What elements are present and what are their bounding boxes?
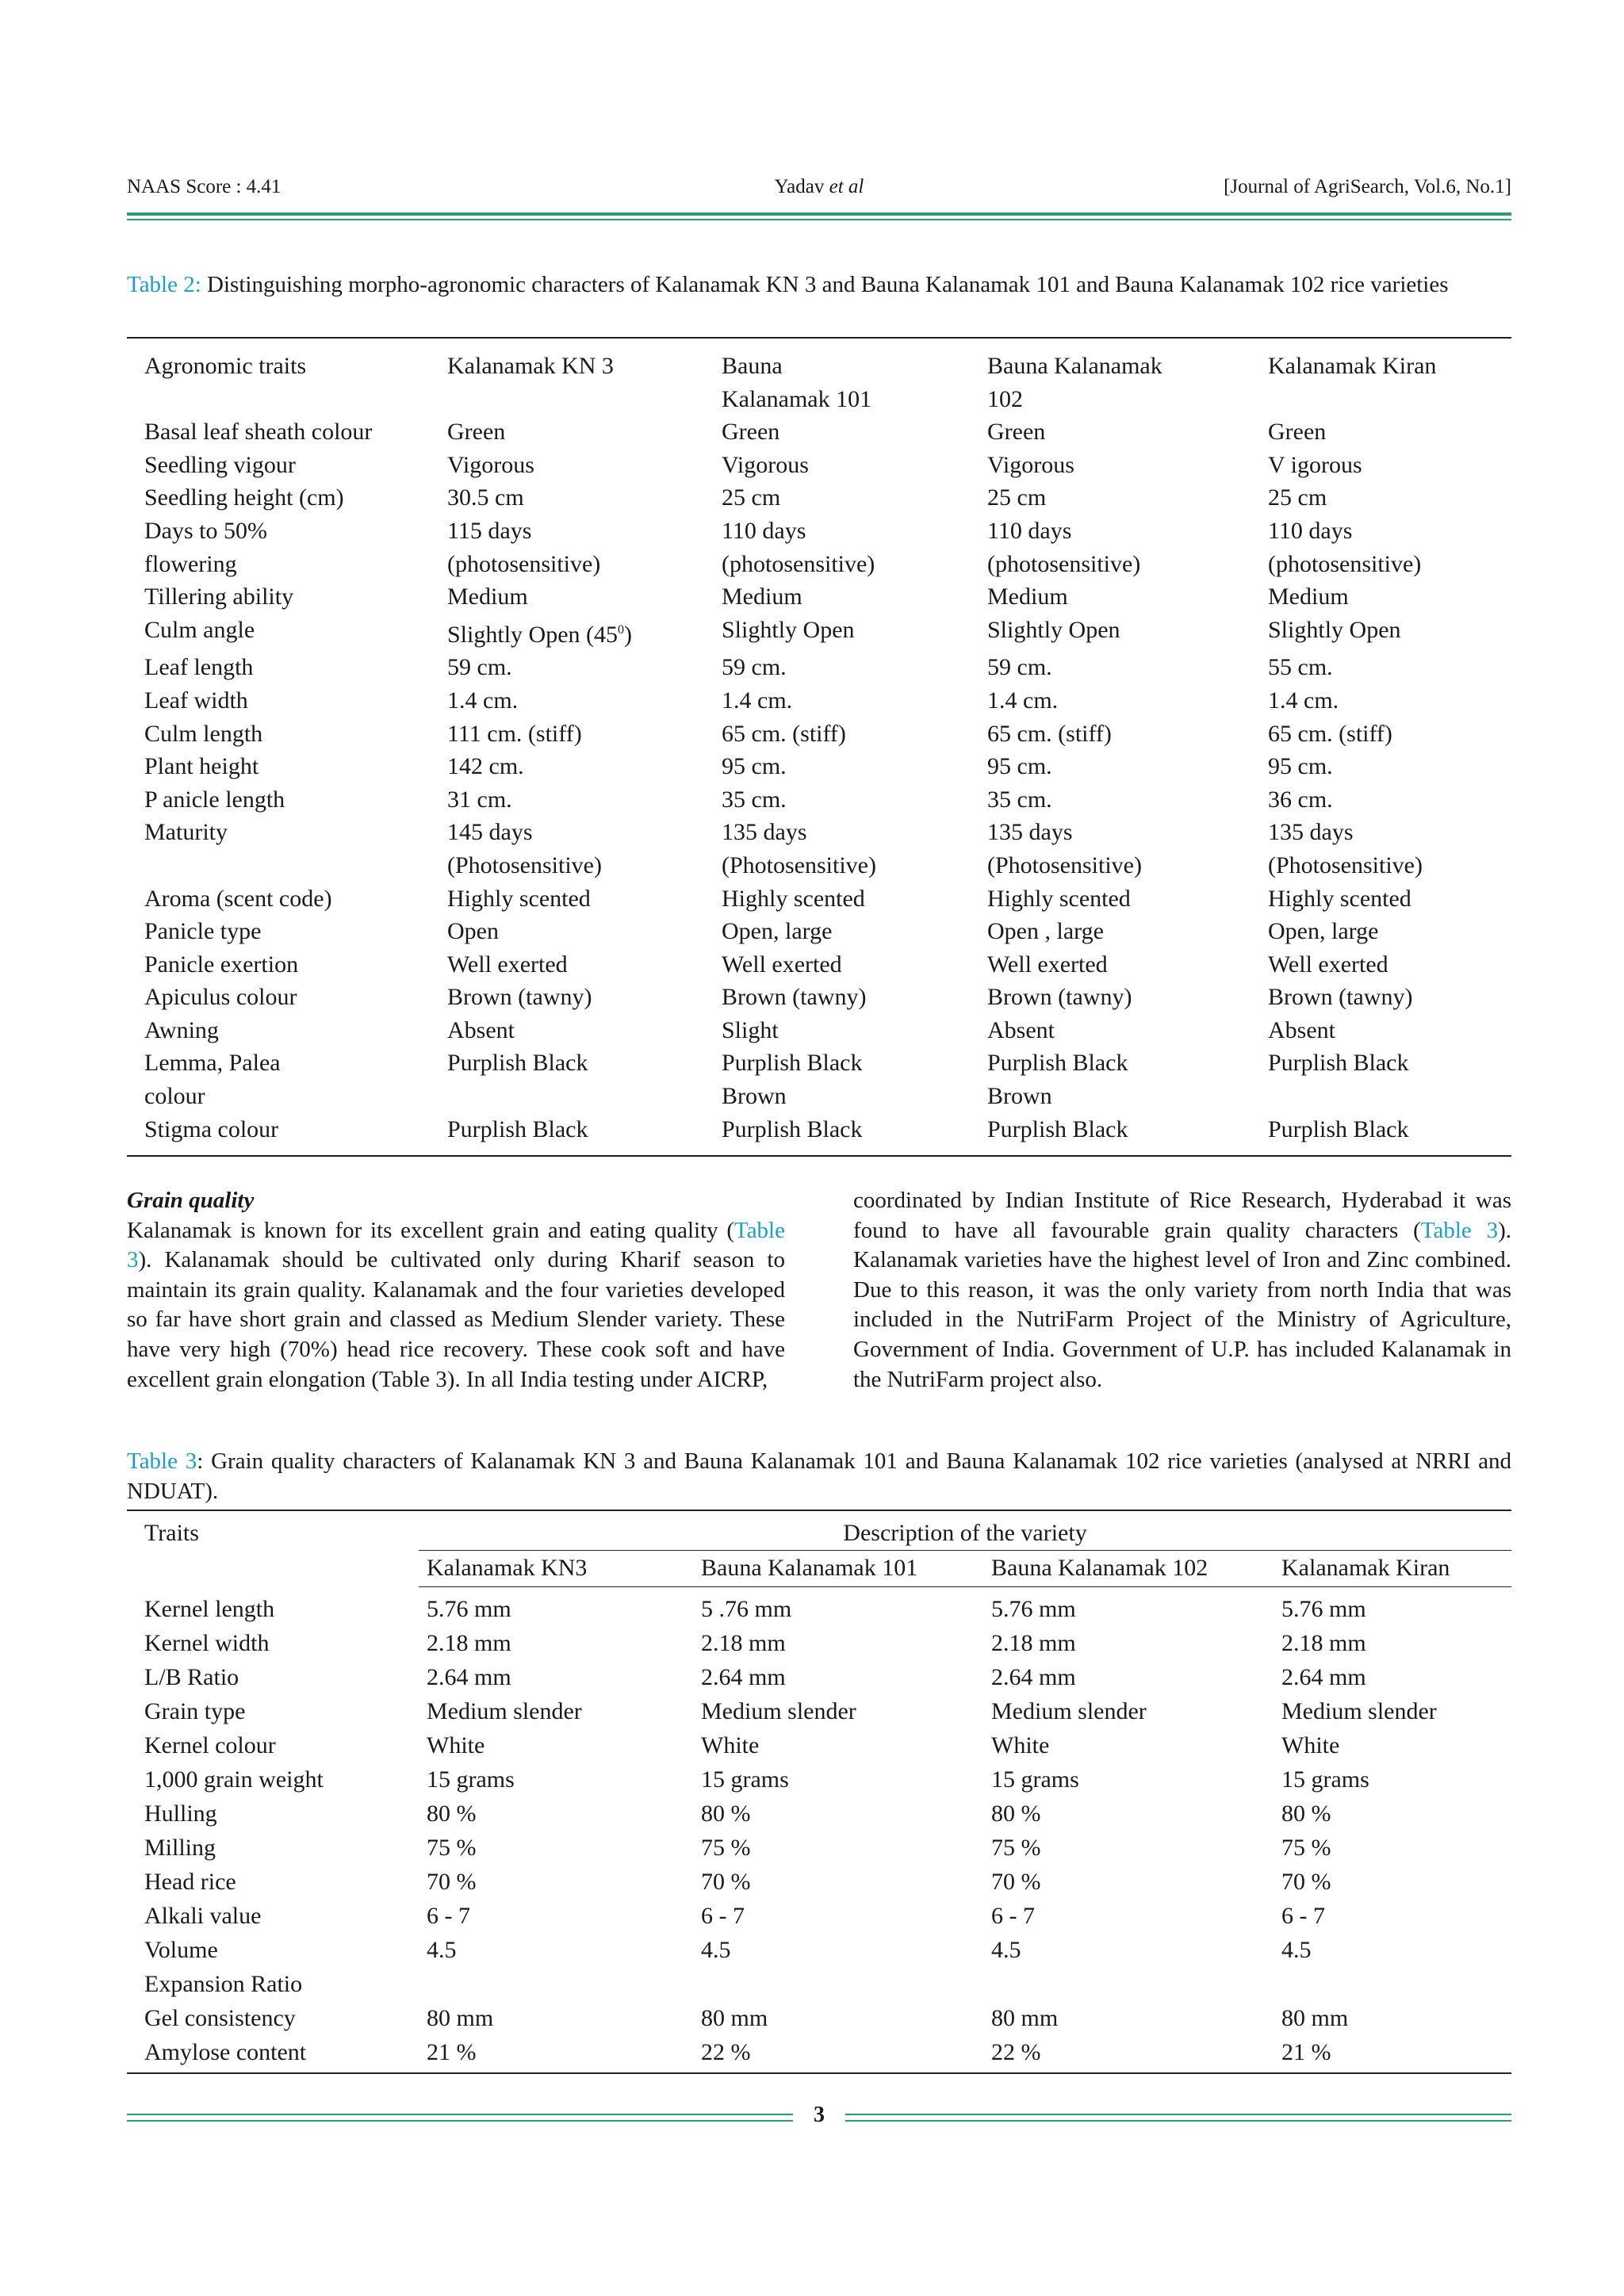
table2-cell-2: Purplish Black (722, 1115, 863, 1142)
table2-cell-0: Seedling height (cm) (144, 484, 344, 511)
table3-cell-3: 5.76 mm (991, 1596, 1076, 1622)
table3-cell-4: 6 - 7 (1281, 1903, 1325, 1929)
table2-cell-3: Vigorous (987, 451, 1074, 478)
table2-cell-1: 1.4 cm. (447, 687, 519, 714)
table2-cell-3: 65 cm. (stiff) (987, 720, 1112, 747)
table2-cell-4: 95 cm. (1268, 753, 1333, 780)
table3-cell-2: Medium slender (701, 1698, 856, 1724)
table2-cell-2: 1.4 cm. (722, 687, 793, 714)
table3-cell-1: 80 mm (427, 2005, 494, 2031)
table-row (127, 651, 1511, 684)
table2-cell-0: Plant height (144, 753, 259, 780)
table2-cell-4: 36 cm. (1268, 786, 1333, 813)
table3-cell-1: 2.18 mm (427, 1630, 511, 1656)
table2-cell-2: Slight (722, 1016, 779, 1043)
table3-cell-0: Head rice (144, 1869, 236, 1895)
table2-cell-1: 30.5 cm (447, 484, 524, 511)
table2-cell-4: Absent (1268, 1016, 1335, 1043)
table-row (127, 1587, 1511, 1627)
table3-header-row (127, 1510, 1511, 1551)
table2-cell-4: 1.4 cm. (1268, 687, 1339, 714)
table2-cell-3: Absent (987, 1016, 1055, 1043)
table3-cell-4: 5.76 mm (1281, 1596, 1366, 1622)
table3-cell-4: 70 % (1281, 1869, 1331, 1895)
table3-cell-3: White (991, 1732, 1050, 1758)
table3-cell-4: 75 % (1281, 1835, 1331, 1861)
table3-cell-1: 21 % (427, 2039, 477, 2065)
table-row (127, 915, 1511, 948)
table2-header-1: Kalanamak KN 3 (447, 353, 614, 379)
table2-cell-4: 135 days (Photosensitive) (1268, 819, 1423, 878)
table3-link[interactable]: Table 3 (127, 1217, 785, 1273)
table2-cell-2: Green (722, 419, 780, 446)
table2-cell-4: V igorous (1268, 451, 1362, 478)
table3-cell-0: Gel consistency (144, 2005, 296, 2031)
table3-cell-3: 70 % (991, 1869, 1041, 1895)
table2-cell-0: Stigma colour (144, 1115, 279, 1142)
table2-cell-3: Slightly Open (987, 616, 1120, 643)
table-row (127, 816, 1511, 882)
table3-header-3: Kalanamak Kiran (1280, 1551, 1511, 1587)
table3-header-0: Kalanamak KN3 (419, 1551, 693, 1587)
table2-cell-2: Vigorous (722, 451, 809, 478)
table3-cell-0: L/B Ratio (144, 1664, 239, 1690)
table-row (127, 1660, 1511, 1694)
page-footer (127, 2103, 1511, 2134)
table2-cell-2: Highly scented (722, 885, 865, 912)
closing-paren: ) (624, 621, 632, 648)
table3-cell-1: 6 - 7 (427, 1903, 470, 1929)
table3-cell-2: 70 % (701, 1869, 751, 1895)
table2-cell-1: Well exerted (447, 951, 568, 978)
table-row (127, 1694, 1511, 1728)
table3-cell-3: 80 % (991, 1800, 1041, 1827)
table3-cell-0: Volume Expansion Ratio (144, 1937, 303, 1997)
table3-cell-4: Medium slender (1281, 1698, 1437, 1724)
table-row (127, 882, 1511, 916)
table2-cell-0: Seedling vigour (144, 451, 296, 478)
table3-link[interactable]: Table 3 (1420, 1217, 1499, 1243)
table3-cell-2: White (701, 1732, 760, 1758)
table3-cell-0: 1,000 grain weight (144, 1766, 324, 1793)
table-row (127, 1626, 1511, 1660)
table2-cell-1: Highly scented (447, 885, 591, 912)
table2-cell-3: Well exerted (987, 951, 1108, 978)
table-row (127, 1831, 1511, 1865)
table-row (127, 1014, 1511, 1047)
table3-cell-1: 15 grams (427, 1766, 515, 1793)
table2-cell-0: Leaf length (144, 654, 254, 681)
table2-cell-4: 65 cm. (stiff) (1268, 720, 1392, 747)
table2-cell-0: Awning (144, 1016, 219, 1043)
table-row (127, 515, 1511, 580)
table3-label: Table 3 (127, 1448, 197, 1474)
table2-cell-2: 110 days (photosensitive) (722, 517, 875, 577)
table2-cell-0: Culm length (144, 720, 263, 747)
table2-caption: Table 2: Distinguishing morpho-agronomic characters of Kalanamak KN 3 and Bauna Kalanamak 101 and Bauna Kalanamak 102 rice varieties (127, 272, 1449, 297)
table2-cell-0: Days to 50% flowering (144, 517, 267, 577)
table3-caption: Table 3: Grain quality characters of Kalanamak KN 3 and Bauna Kalanamak 101 and Bauna Kalanamak 102 rice varieties (analysed at NRRI and NDUAT). (127, 1448, 1511, 1504)
table2-cell-0: Maturity (144, 819, 228, 846)
table3-cell-2: 6 - 7 (701, 1903, 745, 1929)
table2-cell-4: Well exerted (1268, 951, 1388, 978)
table2-cell-0: Leaf width (144, 687, 248, 714)
table3-cell-2: 15 grams (701, 1766, 789, 1793)
table3-cell-0: Kernel length (144, 1595, 275, 1622)
table2-cell-4: 110 days (photosensitive) (1268, 517, 1422, 577)
table2-cell-1: Green (447, 419, 506, 446)
table2-cell-4: Medium (1268, 584, 1349, 610)
header-rule-thin (127, 219, 1511, 220)
table3-cell-2: 80 mm (701, 2005, 768, 2031)
table2-cell-1: Brown (tawny) (447, 984, 592, 1011)
table2-cell-0: Panicle type (144, 918, 262, 945)
table2-cell-0: Basal leaf sheath colour (144, 419, 373, 446)
table-row (127, 948, 1511, 982)
table2-cell-2: Open, large (722, 918, 833, 945)
table2-cell-2: Medium (722, 584, 802, 610)
table-row (127, 684, 1511, 718)
table2-cell-2: 65 cm. (stiff) (722, 720, 846, 747)
table2-cell-2: 25 cm (722, 484, 781, 511)
table3-cell-3: 80 mm (991, 2005, 1059, 2031)
table2-cell-0: Apiculus colour (144, 984, 297, 1011)
table-row (127, 415, 1511, 449)
table2-cell-4: Slightly Open (1268, 616, 1401, 643)
table2-cell-3: Medium (987, 584, 1068, 610)
table3-cell-0: Amylose content (144, 2039, 307, 2065)
table2-cell-1: Absent (447, 1016, 515, 1043)
table-row (127, 1865, 1511, 1899)
table2-cell-1: 111 cm. (stiff) (447, 720, 582, 747)
table-row (127, 1047, 1511, 1112)
table2-cell-1: Vigorous (447, 451, 534, 478)
table-row (127, 481, 1511, 515)
table2-header-row (127, 338, 1511, 415)
table2-cell-1: Slightly Open $(45^0)$ (447, 621, 632, 648)
table3-cell-1: White (427, 1732, 485, 1758)
table3-cell-0: Hulling (144, 1800, 217, 1827)
table-row (127, 1933, 1511, 2001)
table-row (127, 614, 1511, 652)
traits-header: Traits (127, 1510, 419, 1587)
table3-cell-0: Milling (144, 1835, 216, 1861)
table2-cell-1: 59 cm. (447, 654, 512, 681)
table2-cell-2: Brown (tawny) (722, 984, 867, 1011)
table2-header-3: Bauna Kalanamak 102 (987, 353, 1162, 412)
table-row (127, 981, 1511, 1014)
table3-cell-0: Grain type (144, 1698, 246, 1724)
table3-cell-2: 80 % (701, 1800, 751, 1827)
table2-cell-0: Aroma (scent code) (144, 885, 332, 912)
table3-cell-1: 4.5 (427, 1937, 457, 1963)
table-row (127, 1728, 1511, 1762)
table3-cell-3: Medium slender (991, 1698, 1147, 1724)
paragraph: coordinated by Indian Institute of Rice Research, Hyderabad it was found to have all favourable grain quality characters (Table 3). Kalanamak varieties have the highest level of Iron and Zinc combined. Due to this reason, it was the only variety from north India that was included in the NutriFarm Project of the Ministry of Agriculture, Government of India. Government of U.P. has included Kalanamak in the NutriFarm project also. (853, 1188, 1511, 1392)
table2-cell-3: 1.4 cm. (987, 687, 1059, 714)
page-number: 3 (814, 2103, 825, 2127)
table2 (127, 337, 1511, 1157)
table3-cell-2: 75 % (701, 1835, 751, 1861)
table3-cell-1: 70 % (427, 1869, 477, 1895)
table2-cell-2: 35 cm. (722, 786, 787, 813)
table3 (127, 1510, 1511, 2074)
table2-cell-2: Purplish Black Brown (722, 1050, 863, 1110)
table-row (127, 2035, 1511, 2073)
table3-header-1: Bauna Kalanamak 101 (693, 1551, 983, 1587)
table-row (127, 1113, 1511, 1157)
table3-cell-3: 75 % (991, 1835, 1041, 1861)
table3-cell-0: Alkali value (144, 1903, 262, 1929)
table2-cell-3: 35 cm. (987, 786, 1052, 813)
table3-cell-1: 75 % (427, 1835, 477, 1861)
table3-cell-1: Medium slender (427, 1698, 582, 1724)
table3-cell-4: 15 grams (1281, 1766, 1369, 1793)
degree-sup: 0 (618, 622, 624, 637)
table3-cell-3: 2.18 mm (991, 1630, 1076, 1656)
grain-quality-left-column (127, 1186, 785, 1395)
table2-cell-3: Open , large (987, 918, 1104, 945)
table2-cell-0: Tillering ability (144, 584, 294, 610)
table3-cell-1: 5.76 mm (427, 1596, 511, 1622)
table3-cell-4: 4.5 (1281, 1937, 1312, 1963)
table2-cell-1: 115 days (photosensitive) (447, 517, 601, 577)
table3-cell-1: 2.64 mm (427, 1664, 511, 1690)
table2-cell-3: Highly scented (987, 885, 1131, 912)
header-rule (127, 212, 1511, 216)
table-row (127, 1762, 1511, 1797)
table-row (127, 1899, 1511, 1933)
table2-cell-0: Lemma, Palea colour (144, 1050, 281, 1110)
table3-cell-4: 2.18 mm (1281, 1630, 1366, 1656)
table-row (127, 580, 1511, 614)
table2-cell-3: 95 cm. (987, 753, 1052, 780)
table2-cell-4: Highly scented (1268, 885, 1411, 912)
table2-cell-3: 110 days (photosensitive) (987, 517, 1141, 577)
table2-cell-2: Well exerted (722, 951, 842, 978)
table3-header-2: Bauna Kalanamak 102 (983, 1551, 1280, 1587)
table3-cell-1: 80 % (427, 1800, 477, 1827)
table3-cell-0: Kernel colour (144, 1732, 276, 1758)
paragraph: Kalanamak is known for its excellent grain and eating quality (Table 3). Kalanamak should be cultivated only during Kharif season to maintain its grain quality. Kalanamak and the four varieties developed so far have short grain and classed as Medium Slender variety. These have very high (70%) head rice recovery. These cook soft and have excellent grain elongation (Table 3). In all India testing under AICRP, (127, 1217, 785, 1392)
table2-header-0: Agronomic traits (144, 353, 307, 379)
table-row (127, 783, 1511, 817)
table2-cell-0: P anicle length (144, 786, 285, 813)
table-row (127, 2001, 1511, 2035)
table2-cell-3: Brown (tawny) (987, 984, 1132, 1011)
table3-cell-3: 22 % (991, 2039, 1041, 2065)
table3-cell-2: 22 % (701, 2039, 751, 2065)
table3-cell-3: 6 - 7 (991, 1903, 1035, 1929)
table2-cell-4: Green (1268, 419, 1327, 446)
table2-cell-2: Slightly Open (722, 616, 855, 643)
table3-cell-3: 15 grams (991, 1766, 1079, 1793)
table2-cell-1: Medium (447, 584, 528, 610)
table2-cell-3: 59 cm. (987, 654, 1052, 681)
journal-citation: [Journal of AgriSearch, Vol.6, No.1] (1224, 176, 1511, 197)
table2-cell-0: Panicle exertion (144, 951, 299, 978)
group-header: Description of the variety (419, 1510, 1511, 1551)
table2-cell-4: Brown (tawny) (1268, 984, 1413, 1011)
table3-cell-3: 4.5 (991, 1937, 1021, 1963)
table3-cell-2: 2.18 mm (701, 1630, 786, 1656)
table-row (127, 718, 1511, 751)
author-line: Yadav et al (774, 176, 864, 197)
table2-cell-3: Purplish Black Brown (987, 1050, 1128, 1110)
table2-cell-2: 59 cm. (722, 654, 787, 681)
table3-cell-4: White (1281, 1732, 1340, 1758)
table2-cell-1: Purplish Black (447, 1115, 588, 1142)
table3-cell-4: 80 % (1281, 1800, 1331, 1827)
table2-label: Table 2: (127, 272, 201, 297)
table2-cell-1: 142 cm. (447, 753, 524, 780)
table2-cell-4: Open, large (1268, 918, 1379, 945)
running-header (127, 176, 1511, 208)
table2-cell-1: 145 days (Photosensitive) (447, 819, 602, 878)
table3-cell-3: 2.64 mm (991, 1664, 1076, 1690)
table2-cell-1: Purplish Black (447, 1050, 588, 1077)
section-heading: Grain quality (127, 1188, 255, 1213)
table2-cell-4: Purplish Black (1268, 1050, 1409, 1077)
table2-cell-2: 135 days (Photosensitive) (722, 819, 876, 878)
table2-cell-2: 95 cm. (722, 753, 787, 780)
table-row (127, 449, 1511, 482)
table2-header-4: Kalanamak Kiran (1268, 353, 1437, 379)
naas-score: NAAS Score : 4.41 (127, 176, 282, 197)
table3-cell-2: 5 .76 mm (701, 1596, 792, 1622)
table3-cell-4: 21 % (1281, 2039, 1331, 2065)
table2-cell-3: Green (987, 419, 1046, 446)
table3-cell-2: 2.64 mm (701, 1664, 786, 1690)
table2-header-2: Bauna Kalanamak 101 (722, 353, 872, 412)
table2-cell-1: 31 cm. (447, 786, 512, 813)
grain-quality-right-column (853, 1186, 1511, 1395)
table2-cell-4: 55 cm. (1268, 654, 1333, 681)
table-row (127, 750, 1511, 783)
table3-cell-2: 4.5 (701, 1937, 731, 1963)
table2-cell-3: Purplish Black (987, 1115, 1128, 1142)
table2-cell-1: Open (447, 918, 499, 945)
table2-cell-4: 25 cm (1268, 484, 1327, 511)
table2-cell-0: Culm angle (144, 616, 255, 643)
table2-cell-4: Purplish Black (1268, 1115, 1409, 1142)
table-row (127, 1797, 1511, 1831)
table3-cell-4: 2.64 mm (1281, 1664, 1366, 1690)
table3-cell-4: 80 mm (1281, 2005, 1349, 2031)
table2-cell-3: 25 cm (987, 484, 1047, 511)
table2-cell-3: 135 days (Photosensitive) (987, 819, 1142, 878)
table3-cell-0: Kernel width (144, 1630, 270, 1656)
